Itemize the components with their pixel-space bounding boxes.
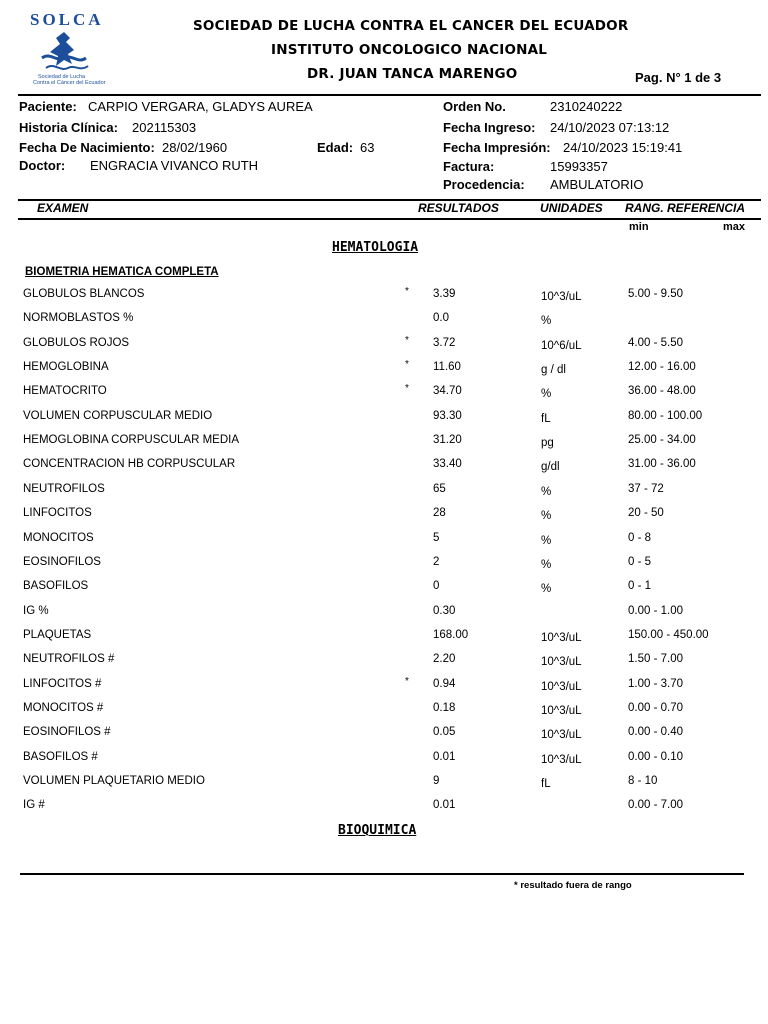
exam-name: NEUTROFILOS (23, 482, 105, 495)
order-value: 2310240222 (550, 99, 623, 114)
order-label: Orden No. (443, 99, 506, 114)
result-value: 34.70 (433, 385, 462, 398)
unit-value: g / dl (541, 364, 566, 377)
unit-value: 10^3/uL (541, 729, 582, 742)
header-divider (18, 94, 761, 96)
table-row (0, 312, 768, 332)
unit-value: g/dl (541, 461, 560, 474)
table-row (0, 751, 768, 771)
table-row (0, 775, 768, 795)
exam-name: CONCENTRACION HB CORPUSCULAR (23, 458, 236, 471)
doctor-value: ENGRACIA VIVANCO RUTH (90, 158, 259, 173)
result-value: 0.94 (433, 677, 456, 690)
result-value: 31.20 (433, 434, 462, 447)
invoice-label: Factura: (443, 159, 495, 174)
column-results: RESULTADOS (418, 201, 499, 215)
reference-range: 80.00 - 100.00 (628, 409, 703, 422)
table-row (0, 556, 768, 576)
result-value: 28 (433, 507, 446, 520)
exam-name: NEUTROFILOS # (23, 653, 115, 666)
reference-range: 1.50 - 7.00 (628, 653, 683, 666)
reference-range: 0 - 8 (628, 531, 652, 544)
result-value: 0 (433, 580, 440, 593)
exam-name: EOSINOFILOS (23, 555, 101, 568)
out-of-range-flag: * (405, 359, 409, 371)
section-title-hematologia: HEMATOLOGIA (332, 240, 419, 255)
unit-value: % (541, 315, 552, 328)
doctor-label: Doctor: (19, 158, 66, 173)
exam-name: IG % (23, 604, 49, 617)
footer-divider (20, 873, 744, 875)
logo-arc-text: SOLCA (30, 10, 104, 29)
unit-value: % (541, 534, 552, 547)
result-value: 0.01 (433, 750, 456, 763)
table-row (0, 629, 768, 649)
reference-range: 0.00 - 1.00 (628, 604, 683, 617)
result-value: 0.30 (433, 604, 456, 617)
unit-value: % (541, 558, 552, 571)
reference-range: 12.00 - 16.00 (628, 361, 696, 374)
exam-name: LINFOCITOS (23, 507, 92, 520)
age-value: 63 (360, 140, 375, 155)
logo-emblem-icon (34, 28, 94, 74)
history-value: 202115303 (132, 120, 197, 135)
reference-range: 0.00 - 7.00 (628, 799, 683, 812)
result-value: 5 (433, 531, 440, 544)
out-of-range-flag: * (405, 675, 409, 687)
table-row (0, 458, 768, 478)
result-value: 0.01 (433, 799, 456, 812)
footnote: * resultado fuera de rango (514, 880, 632, 891)
organization-name: SOCIEDAD DE LUCHA CONTRA EL CANCER DEL ECUADOR (193, 18, 629, 34)
result-value: 0.05 (433, 726, 456, 739)
result-value: 65 (433, 482, 446, 495)
unit-value: fL (541, 778, 551, 790)
table-row (0, 653, 768, 673)
reference-range: 36.00 - 48.00 (628, 385, 696, 398)
reference-range: 0.00 - 0.10 (628, 750, 683, 763)
birth-date-label: Fecha De Nacimiento: (19, 140, 155, 155)
table-row (0, 334, 768, 357)
result-value: 2.20 (433, 653, 456, 666)
column-min: min (629, 221, 649, 233)
exam-name: VOLUMEN PLAQUETARIO MEDIO (23, 775, 205, 787)
column-max: max (723, 221, 746, 233)
exam-name: EOSINOFILOS # (23, 726, 111, 739)
unit-value: % (541, 388, 552, 401)
page-number: Pag. N° 1 de 3 (635, 70, 722, 85)
reference-range: 25.00 - 34.00 (628, 434, 696, 447)
reference-range: 4.00 - 5.50 (628, 336, 683, 349)
exam-name: BASOFILOS (23, 580, 89, 593)
result-value: 93.30 (433, 409, 462, 422)
table-row (0, 726, 768, 746)
result-value: 11.60 (433, 361, 461, 374)
unit-value: 10^3/uL (541, 704, 582, 717)
table-row (0, 385, 768, 405)
result-value: 3.39 (433, 288, 456, 300)
reference-range: 8 - 10 (628, 775, 658, 787)
exam-name: MONOCITOS (23, 531, 94, 544)
patient-value: CARPIO VERGARA, GLADYS AUREA (88, 99, 313, 114)
out-of-range-flag: * (405, 334, 409, 346)
history-label: Historia Clínica: (19, 120, 118, 135)
exam-name: GLOBULOS ROJOS (23, 336, 130, 349)
reference-range: 1.00 - 3.70 (628, 677, 683, 690)
unit-value: fL (541, 412, 551, 425)
result-value: 9 (433, 775, 440, 787)
invoice-value: 15993357 (550, 159, 608, 174)
table-row (0, 410, 768, 430)
reference-range: 5.00 - 9.50 (628, 288, 683, 300)
institute-name: INSTITUTO ONCOLOGICO NACIONAL (271, 42, 548, 58)
unit-value: 10^3/uL (541, 631, 582, 644)
table-row (0, 434, 768, 454)
table-row (0, 799, 768, 819)
reference-range: 150.00 - 450.00 (628, 628, 709, 641)
result-value: 168.00 (433, 628, 469, 641)
exam-name: HEMATOCRITO (23, 385, 107, 398)
reference-range: 0.00 - 0.40 (628, 726, 683, 739)
reference-range: 0 - 5 (628, 555, 652, 568)
table-row (0, 605, 768, 625)
result-value: 3.72 (433, 336, 456, 349)
exam-name: VOLUMEN CORPUSCULAR MEDIO (23, 409, 213, 422)
exam-name: HEMOGLOBINA CORPUSCULAR MEDIA (23, 434, 239, 447)
patient-label: Paciente: (19, 99, 77, 114)
table-row (0, 675, 768, 698)
exam-name: NORMOBLASTOS % (23, 312, 134, 325)
result-value: 0.0 (433, 312, 449, 325)
table-header-rule (18, 218, 761, 220)
solca-logo (30, 10, 106, 90)
reference-range: 20 - 50 (628, 507, 664, 520)
unit-value: 10^3/uL (541, 753, 582, 766)
column-reference: RANG. REFERENCIA (625, 201, 746, 215)
unit-value: pg (541, 437, 554, 450)
exam-name: PLAQUETAS (23, 628, 92, 641)
table-row (0, 532, 768, 552)
table-row (0, 288, 768, 308)
admission-date-value: 24/10/2023 07:13:12 (550, 120, 670, 135)
exam-name: GLOBULOS BLANCOS (23, 288, 145, 300)
unit-value: 10^6/uL (541, 339, 582, 352)
unit-value: 10^3/uL (541, 656, 582, 669)
table-row (0, 507, 768, 527)
birth-date-value: 28/02/1960 (162, 140, 228, 155)
origin-label: Procedencia: (443, 177, 525, 192)
table-row (0, 361, 768, 381)
column-units: UNIDADES (540, 201, 603, 215)
print-date-value: 24/10/2023 15:19:41 (563, 140, 683, 155)
table-row (0, 483, 768, 503)
reference-range: 0.00 - 0.70 (628, 701, 683, 714)
admission-date-label: Fecha Ingreso: (443, 120, 536, 135)
unit-value: % (541, 510, 552, 523)
out-of-range-flag: * (405, 383, 409, 395)
reference-range: 31.00 - 36.00 (628, 458, 696, 471)
hospital-name: DR. JUAN TANCA MARENGO (307, 66, 518, 82)
exam-name: MONOCITOS # (23, 701, 104, 714)
table-row (0, 580, 768, 600)
unit-value: 10^3/uL (541, 291, 582, 303)
print-date-label: Fecha Impresión: (443, 140, 551, 155)
exam-name: HEMOGLOBINA (23, 361, 109, 374)
subsection-title: BIOMETRIA HEMATICA COMPLETA (25, 266, 219, 278)
table-row (0, 702, 768, 722)
logo-caption-1: Sociedad de Lucha (38, 74, 86, 80)
reference-range: 37 - 72 (628, 482, 664, 495)
out-of-range-flag: * (405, 286, 409, 297)
age-label: Edad: (317, 140, 354, 155)
exam-name: LINFOCITOS # (23, 677, 102, 690)
unit-value: 10^3/uL (541, 680, 582, 693)
exam-name: IG # (23, 799, 45, 812)
unit-value: % (541, 583, 552, 596)
exam-name: BASOFILOS # (23, 750, 98, 763)
origin-value: AMBULATORIO (550, 177, 644, 192)
section-title-bioquimica: BIOQUIMICA (338, 823, 417, 838)
result-value: 0.18 (433, 701, 456, 714)
unit-value: % (541, 485, 552, 498)
column-exam: EXAMEN (37, 201, 89, 215)
logo-caption-2: Contra el Cáncer del Ecuador (33, 80, 106, 86)
result-value: 33.40 (433, 458, 462, 471)
reference-range: 0 - 1 (628, 580, 652, 593)
result-value: 2 (433, 555, 440, 568)
